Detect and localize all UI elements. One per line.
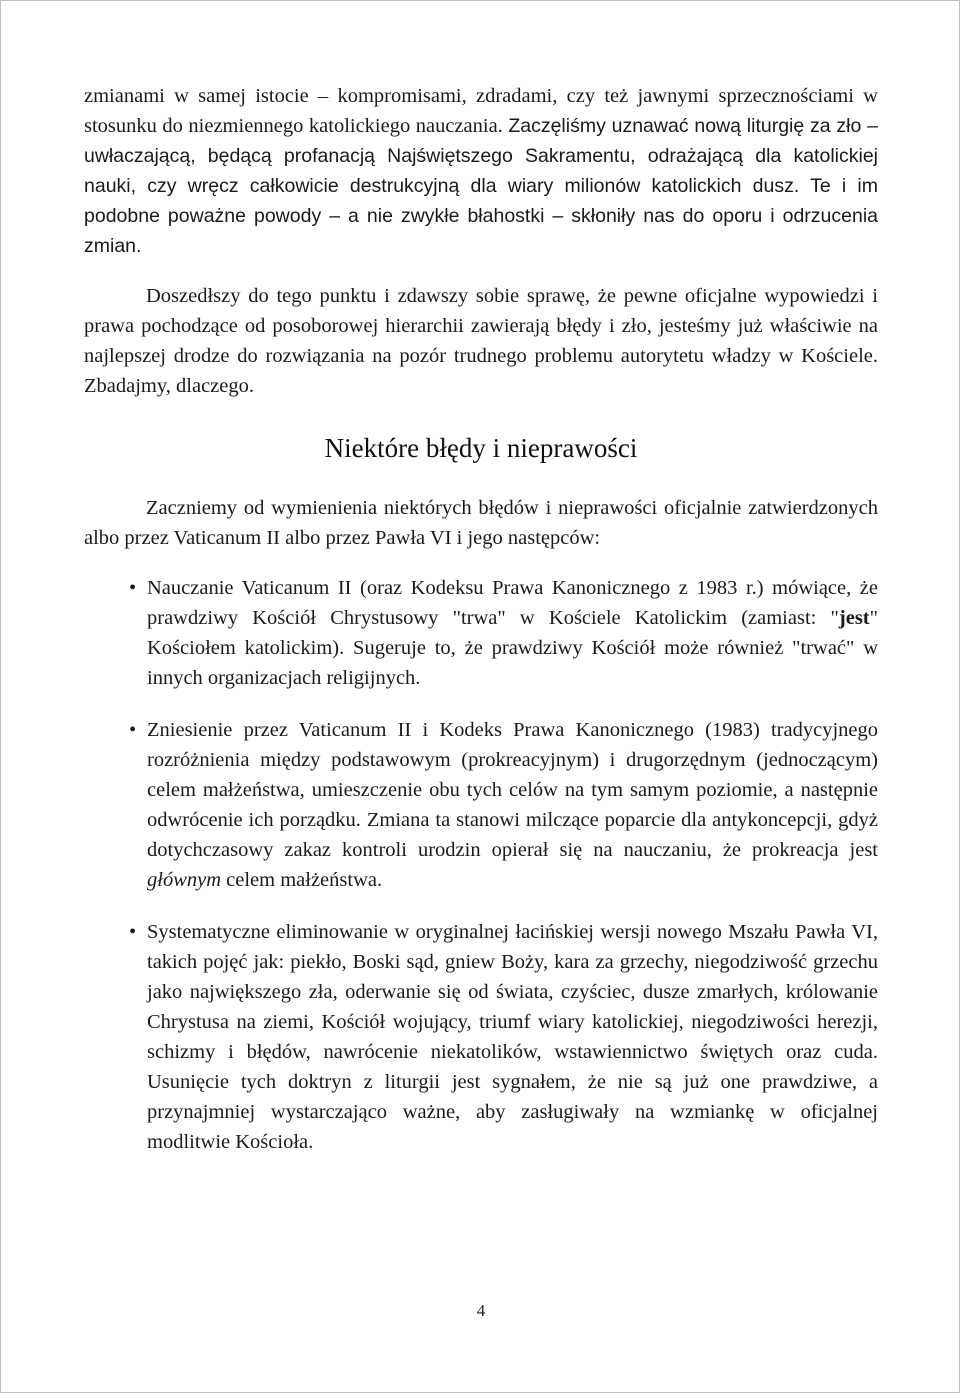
paragraph-1-serif-text: zmianami w samej istocie – kompromisami, zdradami, czy też jawnymi sprzecznościami w stosunku do niezmiennego katolickiego nauczania. [84,85,878,137]
paragraph-2: Doszedłszy do tego punktu i zdawszy sobie sprawę, że pewne oficjalne wypowiedzi i prawa pochodzące od posoborowej hierarchii zawierają błędy i zło, jesteśmy już właściwie na najlepszej drodze do rozwiązania na pozór trudnego problemu autorytetu władzy w Kościele. Zbadajmy, dlaczego. [84,285,878,397]
bullet-icon: • [129,921,137,943]
bullet-3-text: Systematyczne eliminowanie w oryginalnej łacińskiej wersji nowego Mszału Pawła VI, takich pojęć jak: piekło, Boski sąd, gniew Boży, kara za grzechy, niegodziwość grzechu jako największego zła, oderwanie się od świata, czyściec, dusze zmarłych, królowanie Chrystusa na ziemi, Kościół wojujący, triumf wiary katolickiej, niegodziwości herezji, schizmy i błędów, nawrócenie niekatolików, wstawiennictwo świętych oraz cuda. Usunięcie tych doktryn z liturgii jest sygnałem, że nie są już one prawdziwe, a przynajmniej wystarczająco ważne, aby zasługiwały na wzmiankę w oficjalnej modlitwie Kościoła. [147,921,878,1153]
bullet-1-text-b: " Kościołem katolickim). Sugeruje to, że prawdziwy Kościół może również "trwać" w innych organizacjach religijnych. [147,607,878,689]
bullet-icon: • [129,577,137,599]
document-page [84,81,878,1157]
bullet-1-text-a: Nauczanie Vaticanum II (oraz Kodeksu Prawa Kanonicznego z 1983 r.) mówiące, że prawdziwy Kościół Chrystusowy "trwa" w Kościele Katolickim (zamiast: " [147,577,878,629]
bullet-1-bold-text: jest [838,607,870,629]
bullet-2-text-b: celem małżeństwa. [221,869,383,891]
bullet-item-2 [84,715,878,895]
bullet-item-1 [84,573,878,693]
bullet-2-italic-text: głównym [147,869,222,891]
bullet-2-text-a: Zniesienie przez Vaticanum II i Kodeks Prawa Kanonicznego (1983) tradycyjnego rozróżnienia między podstawowym (prokreacyjnym) i drugorzędnym (jednoczącym) celem małżeństwa, umieszczenie obu tych celów na tym samym poziomie, a następnie odwrócenie ich porządku. Zmiana ta stanowi milczące poparcie dla antykoncepcji, gdyż dotychczasowy zakaz kontroli urodzin opierał się na nauczaniu, że prokreacja jest [147,719,878,861]
section-heading: Niektóre błędy i nieprawości [324,433,638,463]
page-number: 4 [476,1301,486,1320]
paragraph-1-sans-text: Zaczęliśmy uznawać nową liturgię za zło – uwłaczającą, będącą profanacją Najświętszego Sakramentu, odrażającą dla katolickiej nauki, czy wręcz całkowicie destrukcyjną dla wiary milionów katolickich dusz. Te i im podobne poważne powody – a nie zwykłe błahostki – skłoniły nas do oporu i odrzucenia zmian. [84,115,879,257]
bullet-item-3 [84,917,878,1157]
intro-paragraph: Zaczniemy od wymienienia niektórych błędów i nieprawości oficjalnie zatwierdzonych albo przez Vaticanum II albo przez Pawła VI i jego następców: [84,497,878,549]
bullet-icon: • [129,719,137,741]
paragraph-1 [84,81,878,261]
